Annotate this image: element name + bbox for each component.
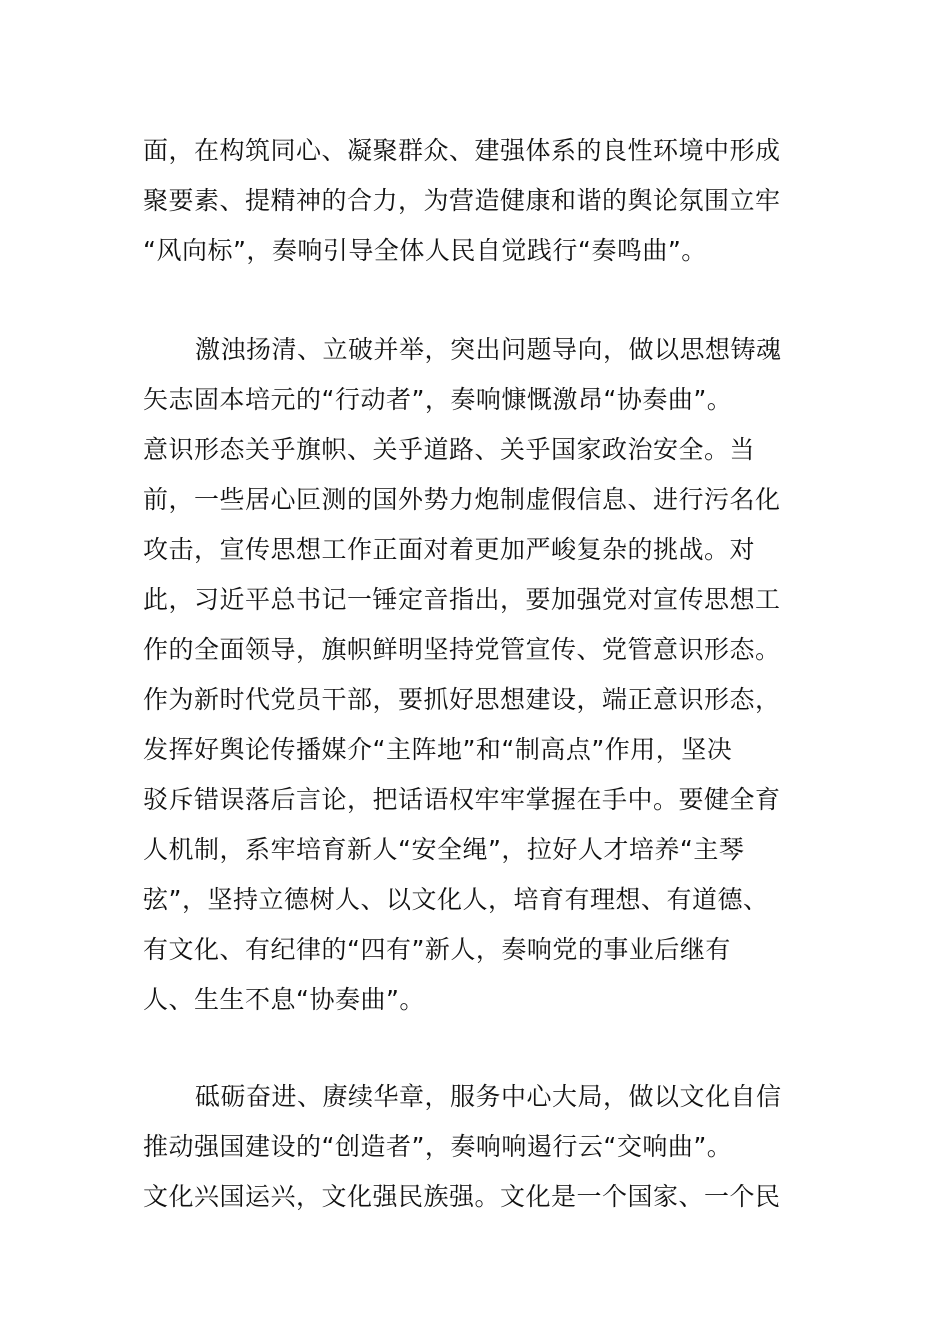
paragraph-3 [143, 1072, 808, 1222]
paragraph-line: 意识形态关乎旗帜、关乎道路、关乎国家政治安全。当 [143, 435, 756, 464]
paragraph-line: “风向标”，奏响引导全体人民自觉践行“奏鸣曲”。 [143, 236, 707, 265]
paragraph-1 [143, 126, 808, 276]
paragraph-line: 此，习近平总书记一锤定音指出，要加强党对宣传思想工 [143, 585, 781, 614]
paragraph-line: 激浊扬清、立破并举，突出问题导向，做以思想铸魂 [195, 335, 782, 364]
paragraph-line: 聚要素、提精神的合力，为营造健康和谐的舆论氛围立牢 [143, 186, 781, 215]
paragraph-line: 驳斥错误落后言论，把话语权牢牢掌握在手中。要健全育 [143, 785, 781, 814]
paragraph-line: 面，在构筑同心、凝聚群众、建强体系的良性环境中形成 [143, 136, 781, 165]
paragraph-line: 矢志固本培元的“行动者”，奏响慷慨激昂“协奏曲”。 [143, 385, 733, 414]
paragraph-line: 人机制，系牢培育新人“安全绳”，拉好人才培养“主琴 [143, 835, 745, 864]
paragraph-line: 弦”，坚持立德树人、以文化人，培育有理想、有道德、 [143, 885, 769, 914]
paragraph-line: 攻击，宣传思想工作正面对着更加严峻复杂的挑战。对 [143, 535, 756, 564]
paragraph-line: 作为新时代党员干部，要抓好思想建设，端正意识形态， [143, 685, 781, 714]
paragraph-2 [143, 325, 808, 1025]
paragraph-line: 有文化、有纪律的“四有”新人，奏响党的事业后继有 [143, 935, 731, 964]
paragraph-line: 砥砺奋进、赓续华章，服务中心大局，做以文化自信 [195, 1082, 782, 1111]
paragraph-line: 前，一些居心叵测的国外势力炮制虚假信息、进行污名化 [143, 485, 781, 514]
paragraph-line: 文化兴国运兴，文化强民族强。文化是一个国家、一个民 [143, 1182, 781, 1211]
paragraph-line: 推动强国建设的“创造者”，奏响响遏行云“交响曲”。 [143, 1132, 733, 1161]
paragraph-line: 发挥好舆论传播媒介“主阵地”和“制高点”作用，坚决 [143, 735, 733, 764]
paragraph-line: 人、生生不息“协奏曲”。 [143, 985, 425, 1014]
paragraph-line: 作的全面领导，旗帜鲜明坚持党管宣传、党管意识形态。 [143, 635, 781, 664]
